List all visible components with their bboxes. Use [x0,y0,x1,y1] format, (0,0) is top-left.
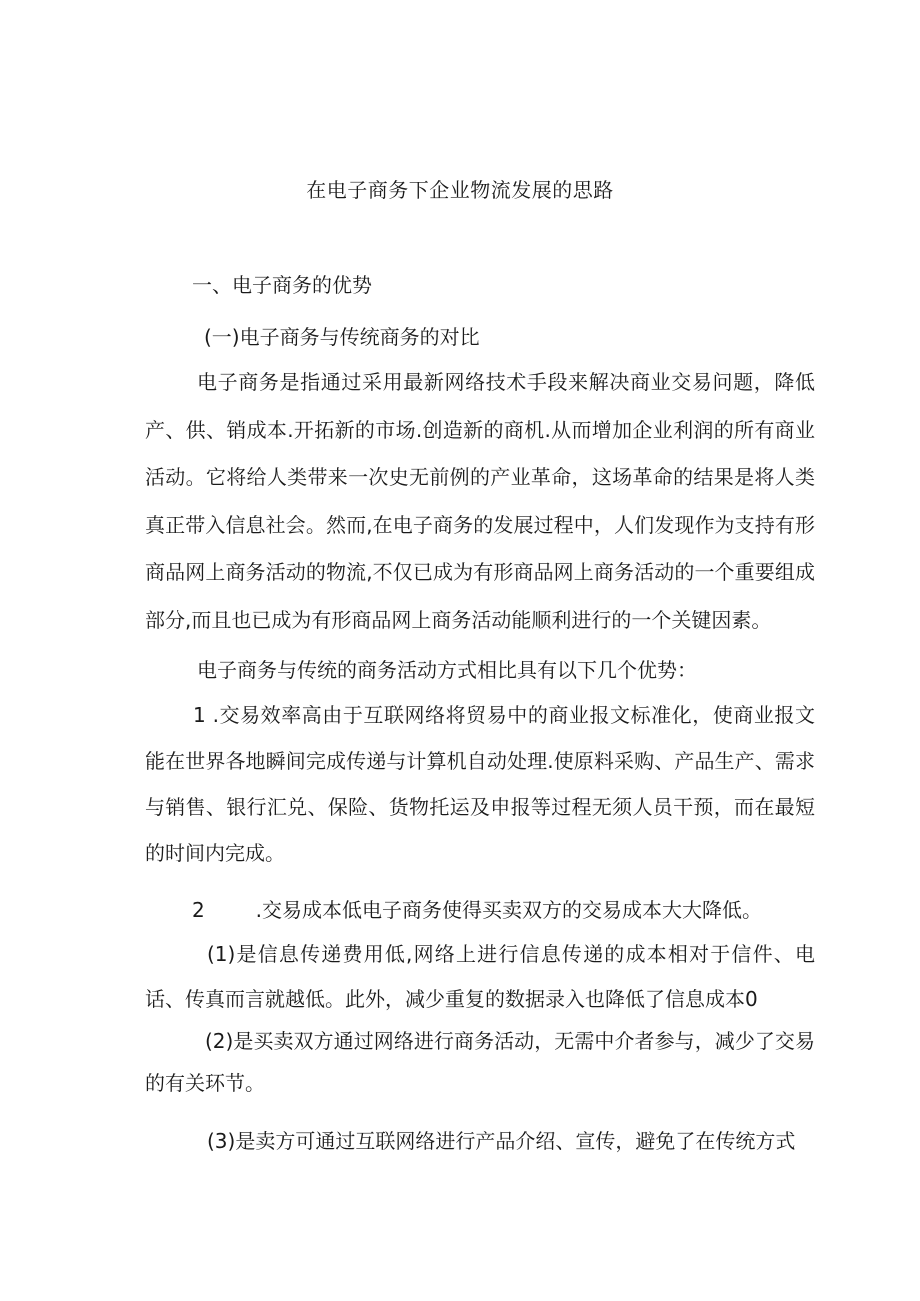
section-heading: 一、电子商务的优势 [192,273,372,297]
point-2-sub-1: (1)是信息传递费用低,网络上进行信息传递的成本相对于信件、电话、传真而言就越低。此外，减少重复的数据录入也降低了信息成本0 [145,942,815,1011]
point-2-heading: 2 .交易成本低电子商务使得买卖双方的交易成本大大降低。 [192,898,762,922]
point-2-sub-2: (2)是买卖双方通过网络进行商务活动，无需中介者参与，减少了交易的有关环节。 [145,1029,815,1095]
point-2-sub-3: (3)是卖方可通过互联网络进行产品介绍、宣传，避免了在传统方式 [207,1129,796,1153]
intro-paragraph: 电子商务是指通过采用最新网络技术手段来解决商业交易问题，降低产、供、销成本.开拓新的市场.创造新的商机.从而增加企业利润的所有商业活动。它将给人类带来一次史无前例的产业革命，这场革命的结果是将人类真正带入信息社会。然而,在电子商务的发展过程中，人们发现作为支持有形商品网上商务活动的物流,不仅已成为有形商品网上商务活动的一个重要组成部分,而且也已成为有形商品网上商务活动能顺利进行的一个关键因素。 [145,370,815,632]
advantages-lead: 电子商务与传统的商务活动方式相比具有以下几个优势： [197,658,697,682]
point-1-paragraph: 1 .交易效率高由于互联网络将贸易中的商业报文标准化，使商业报文能在世界各地瞬间完成传递与计算机自动处理.使原料采购、产品生产、需求与销售、银行汇兑、保险、货物托运及申报等过程无须人员干预，而在最短的时间内完成。 [145,703,815,865]
subsection-heading: (一)电子商务与传统商务的对比 [204,325,480,349]
document-title: 在电子商务下企业物流发展的思路 [306,178,614,202]
